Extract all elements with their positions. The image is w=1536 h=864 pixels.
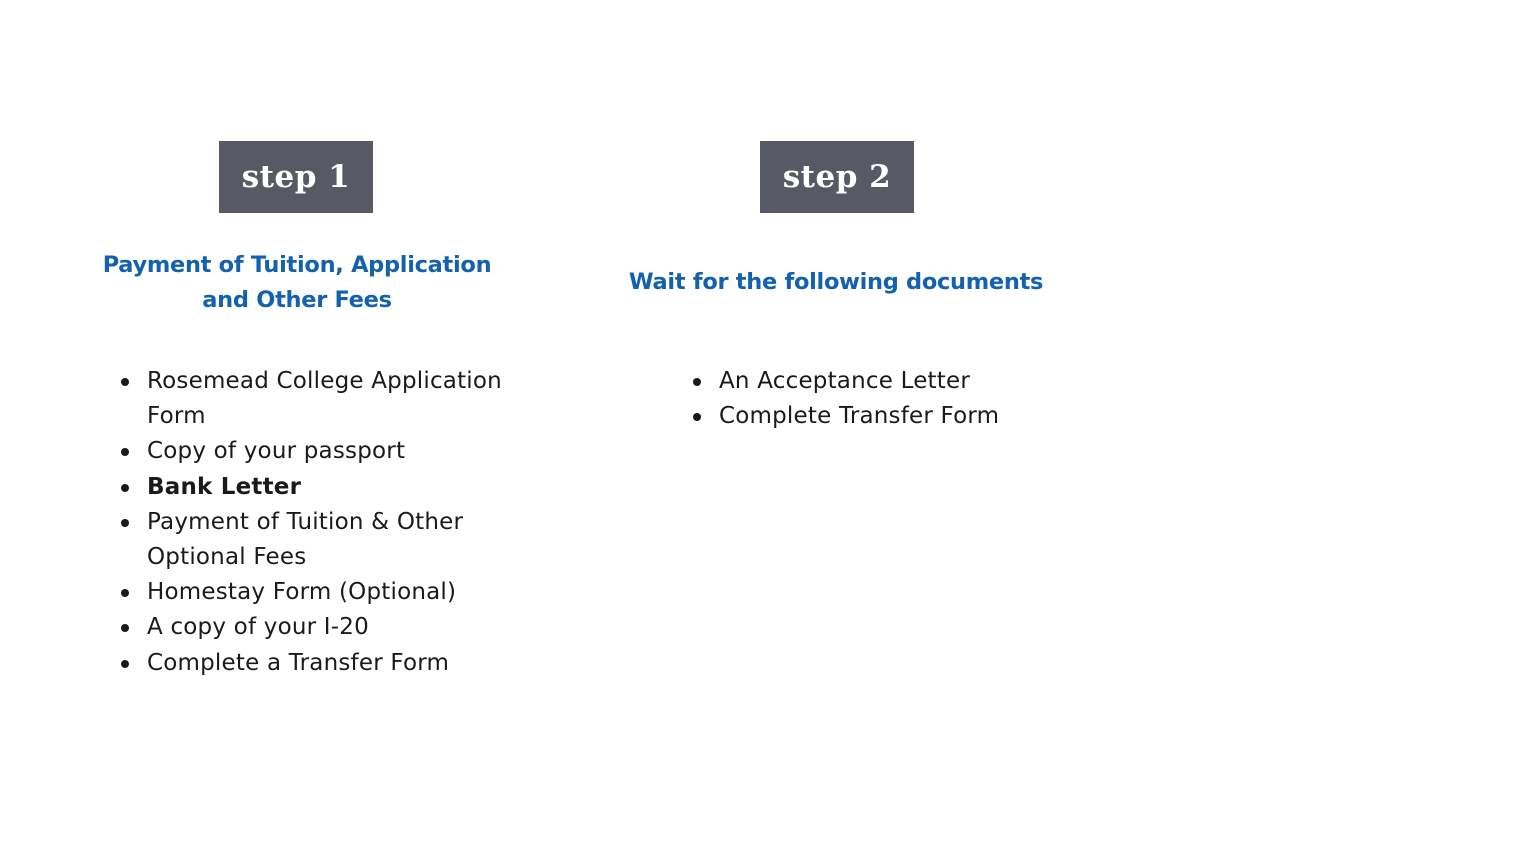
list-item [147,505,517,575]
bullet-icon [693,378,701,386]
list-item-text: Complete Transfer Form [719,403,1000,430]
step-1-document-list [147,364,517,681]
list-item-text: Rosemead College Application Form [147,368,502,430]
bullet-icon [121,484,129,492]
list-item-text: Copy of your passport [147,438,406,465]
step-2-badge [760,141,914,213]
list-item-text: An Acceptance Letter [719,368,970,394]
list-item-text: Payment of Tuition & Other Optional Fees [147,508,464,571]
list-item-text: Complete a Transfer Form [147,649,450,676]
bullet-icon [121,660,129,668]
step-2-heading: Wait for the following documents [628,269,1044,295]
list-item-text: A copy of your I-20 [147,614,369,641]
step-1-badge-label: step 1 [241,159,351,195]
step-2-document-list [719,364,1009,434]
bullet-icon [693,413,701,421]
list-item [719,399,1009,434]
list-item [147,575,517,610]
list-item [719,364,1009,399]
step-2-badge-label: step 2 [782,159,892,195]
bullet-icon [121,589,129,597]
list-item-text: Bank Letter [147,473,302,500]
list-item-text: Homestay Form (Optional) [147,579,457,606]
list-item [147,434,517,469]
bullet-icon [121,624,129,632]
bullet-icon [121,519,129,527]
list-item [147,610,517,645]
list-item [147,646,517,681]
bullet-icon [121,378,129,386]
bullet-icon [121,448,129,456]
list-item [147,470,517,505]
step-1-badge [219,141,373,213]
step-1-heading: Payment of Tuition, Application and Other Fees [102,252,492,313]
list-item [147,364,517,434]
